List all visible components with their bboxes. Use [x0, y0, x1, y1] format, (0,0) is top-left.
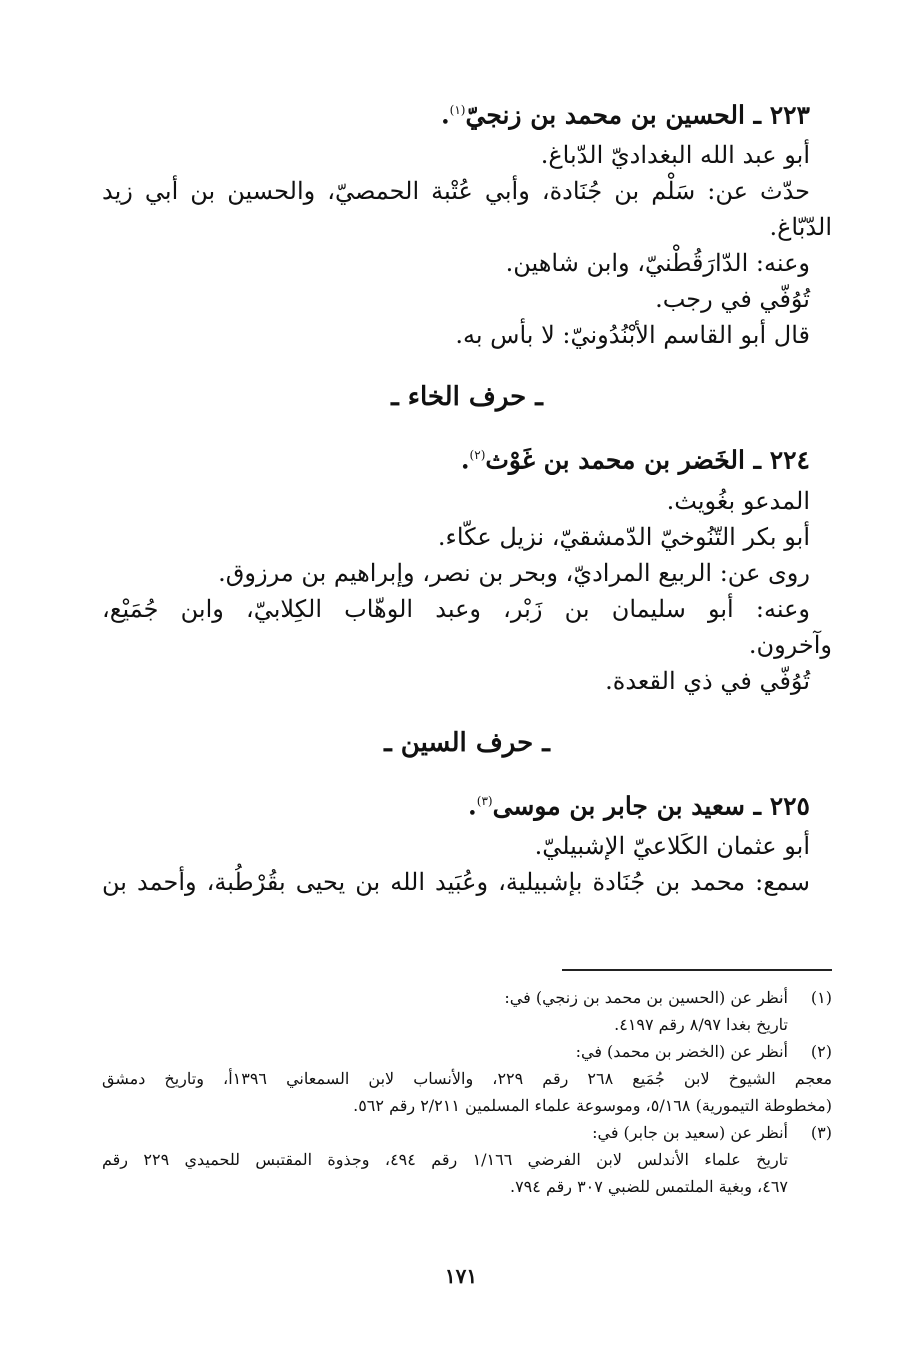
- entry-line: أبو بكر التّنُوخيّ الدّمشقيّ، نزيل عكّاء.: [437, 522, 810, 551]
- section-heading-sin: ـ حرف السين ـ: [384, 727, 550, 758]
- footnote-ref[interactable]: (٢): [469, 448, 486, 463]
- footnote-marker: (٢): [810, 1042, 832, 1061]
- entry-heading-end: .: [440, 100, 450, 130]
- page-number: ١٧١: [444, 1264, 478, 1288]
- footnote-2: [102, 1038, 832, 1119]
- entry-line: حدّث عن: سَلْم بن جُنَادة، وأبي عُتْبة الحمصيّ، والحسين بن أبي زيد: [102, 177, 810, 206]
- footnote-line: أنظر عن (الخضر بن محمد) في:: [575, 1042, 788, 1061]
- footnote-marker: (٣): [810, 1123, 832, 1142]
- footnotes: [102, 984, 832, 1200]
- entry-line: أبو عثمان الكَلاعيّ الإشبيليّ.: [534, 831, 810, 860]
- entry-line: سمع: محمد بن جُنَادة بإشبيلية، وعُبَيد الله بن يحيى بقُرْطُبة، وأحمد بن: [102, 867, 810, 896]
- entry-heading-224: [102, 437, 832, 478]
- entry-line: قال أبو القاسم الأبْنُدُونيّ: لا بأس به.: [455, 321, 810, 350]
- entry-heading-text: ٢٢٤ ـ الخَضر بن محمد بن غَوْث: [485, 445, 810, 475]
- footnote-marker: (١): [810, 988, 832, 1007]
- entry-line: روى عن: الربيع المراديّ، وبحر بن نصر، وإبراهيم بن مرزوق.: [218, 558, 810, 587]
- footnote-line: معجم الشيوخ لابن جُمَيع ٢٦٨ رقم ٢٢٩، والأنساب لابن السمعاني ١٣٩٦أ، وتاريخ دمشق: [102, 1069, 833, 1088]
- entry-heading-end: .: [468, 790, 477, 820]
- entry-heading-223: [102, 92, 832, 133]
- section-heading-kha: ـ حرف الخاء ـ: [391, 382, 543, 413]
- footnote-body: [102, 984, 788, 1038]
- main-text: [102, 88, 832, 900]
- footnote-line: تاريخ علماء الأندلس لابن الفرضي ١/١٦٦ رقم ٤٩٤، وجذوة المقتبس للحميدي ٢٢٩ رقم: [102, 1150, 789, 1169]
- entry-heading-text: ٢٢٣ ـ الحسين بن محمد بن زنجيّ: [465, 100, 810, 130]
- footnote-3: [102, 1119, 832, 1200]
- entry-line: المدعو بغُويث.: [666, 486, 810, 515]
- footnote-body: [102, 1038, 833, 1119]
- entry-line: وعنه: الدّارَقُطْنيّ، وابن شاهين.: [505, 249, 810, 278]
- entry-line: وعنه: أبو سليمان بن زَبْر، وعبد الوهّاب الكِلابيّ، وابن جُمَيْع،: [102, 594, 810, 623]
- footnote-divider: [562, 969, 832, 971]
- entry-line: وآخرون.: [748, 630, 832, 659]
- entry-line: تُوُفّي في رجب.: [655, 285, 810, 314]
- entry-line: أبو عبد الله البغداديّ الدّباغ.: [540, 141, 810, 170]
- entry-heading-end: .: [460, 445, 470, 475]
- footnote-1: [102, 984, 832, 1038]
- footnote-line: أنظر عن (الحسين بن محمد بن زنجي) في:: [504, 988, 788, 1007]
- entry-line: الدّبّاغ.: [769, 213, 832, 242]
- entry-heading-text: ٢٢٥ ـ سعيد بن جابر بن موسى: [492, 790, 810, 820]
- footnote-line: ٤٦٧، وبغية الملتمس للضبي ٣٠٧ رقم ٧٩٤.: [509, 1177, 788, 1196]
- footnote-line: (مخطوطة التيمورية) ٥/١٦٨، وموسوعة علماء المسلمين ٢/٢١١ رقم ٥٦٢.: [353, 1096, 832, 1115]
- footnote-ref[interactable]: (١): [449, 103, 466, 117]
- entry-line: تُوُفّي في ذي القعدة.: [605, 666, 810, 695]
- footnote-line: تاريخ بغدا ٨/٩٧ رقم ٤١٩٧.: [614, 1015, 788, 1034]
- footnote-line: أنظر عن (سعيد بن جابر) في:: [592, 1123, 788, 1142]
- footnote-body: [102, 1119, 788, 1200]
- footnote-ref[interactable]: (٣): [476, 793, 493, 808]
- entry-heading-225: [102, 783, 832, 824]
